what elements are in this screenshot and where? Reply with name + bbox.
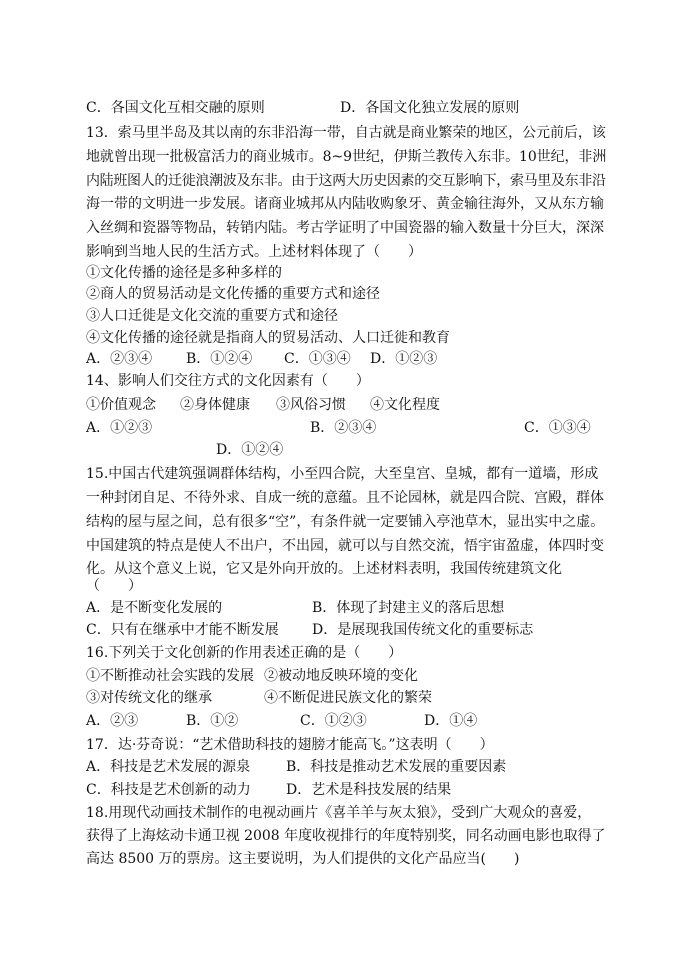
q13-option-d: D．①②③	[370, 351, 438, 367]
q17-option-d: D．艺术是科技发展的结果	[286, 782, 452, 798]
q13-line-1: 13．索马里半岛及其以南的东非沿海一带，自古就是商业繁荣的地区，公元前后，该	[86, 125, 606, 141]
q18-line-1: 18.用现代动画技术制作的电视动画片《喜羊羊与灰太狼》，受到广大观众的喜爱，	[86, 805, 592, 821]
q13-option-a: A．②③④	[86, 351, 153, 367]
q14-option-d: D．①②④	[216, 442, 284, 458]
q14-option-c: C．①③④	[524, 420, 591, 436]
q13-statement-2: ②商人的贸易活动是文化传播的重要方式和途径	[86, 286, 380, 302]
q15-option-a: A．是不断变化发展的	[86, 600, 223, 616]
q13-line-5: 入丝绸和瓷器等物品，转销内陆。考古学证明了中国瓷器的输入数量十分巨大，深深	[86, 220, 604, 236]
q16-option-c: C．①②③	[300, 713, 367, 729]
q13-statement-4: ④文化传播的途径就是指商人的贸易活动、人口迁徙和教育	[86, 330, 450, 346]
q15-line-6: （ ）	[86, 578, 142, 594]
q14-option-a: A．①②③	[86, 420, 153, 436]
q14-statement-3: ③风俗习惯	[276, 397, 346, 413]
q13-option-b: B．①②④	[186, 351, 253, 367]
q14-statement-1: ①价值观念	[86, 397, 156, 413]
q13-line-6: 影响到当地人民的生活方式。上述材料体现了（ ）	[86, 244, 422, 260]
q18-line-3: 高达 8500 万的票房。这主要说明，为人们提供的文化产品应当( )	[86, 851, 520, 867]
q14-statement-4: ④文化程度	[370, 397, 440, 413]
q16-statement-4: ④不断促进民族文化的繁荣	[264, 690, 432, 706]
q16-option-b: B．①②	[186, 713, 239, 729]
q15-line-1: 15.中国古代建筑强调群体结构，小至四合院，大至皇宫、皇城，都有一道墙，形成	[86, 466, 599, 482]
q16-option-a: A．②③	[86, 713, 139, 729]
q18-line-2: 获得了上海炫动卡通卫视 2008 年度收视排行的年度特别奖，同名动画电影也取得了	[86, 828, 606, 844]
q15-line-4: 中国建筑的特点是使人不出户，不出园，就可以与自然交流，悟宇宙盈虚，体四时变	[86, 538, 604, 554]
q16-stem: 16.下列关于文化创新的作用表述正确的是（ ）	[86, 645, 403, 661]
q13-statement-1: ①文化传播的途径是多种多样的	[86, 265, 282, 281]
q17-option-b: B．科技是推动艺术发展的重要因素	[286, 759, 507, 775]
q16-statement-1: ①不断推动社会实践的发展	[86, 668, 254, 684]
q13-statement-3: ③人口迁徙是文化交流的重要方式和途径	[86, 308, 338, 324]
q15-line-5: 化。从这个意义上说，它又是外向开放的。上述材料表明，我国传统建筑文化	[86, 561, 562, 577]
q16-statement-2: ②被动地反映环境的变化	[264, 668, 418, 684]
q16-option-d: D．①④	[424, 713, 478, 729]
q16-statement-3: ③对传统文化的继承	[86, 690, 212, 706]
q17-option-c: C．科技是艺术创新的动力	[86, 782, 251, 798]
q12-option-d: D．各国文化独立发展的原则	[340, 100, 520, 116]
q15-line-3: 结构的屋与屋之间，总有很多“空”，有条件就一定要铺入亭池草木，显出实中之虚。	[86, 514, 605, 530]
q13-line-4: 海一带的文明进一步发展。诸商业城邦从内陆收购象牙、黄金输往海外，又从东方输	[86, 196, 604, 212]
q17-option-a: A．科技是艺术发展的源泉	[86, 759, 251, 775]
q12-option-c: C．各国文化互相交融的原则	[86, 100, 265, 116]
q14-option-b: B．②③④	[310, 420, 377, 436]
q13-line-2: 地就曾出现一批极富活力的商业城市。8~9世纪，伊斯兰教传入东非。10世纪，非洲	[86, 149, 607, 165]
q15-option-d: D．是展现我国传统文化的重要标志	[312, 622, 534, 638]
q14-statement-2: ②身体健康	[180, 397, 250, 413]
q14-stem: 14、影响人们交往方式的文化因素有（ ）	[86, 373, 370, 389]
q13-line-3: 内陆班图人的迁徙浪潮波及东非。由于这两大历史因素的交互影响下，索马里及东非沿	[86, 173, 606, 189]
q13-option-c: C．①③④	[284, 351, 351, 367]
q17-stem: 17．达·芬奇说：“艺术借助科技的翅膀才能高飞。”这表明（ ）	[86, 737, 494, 753]
q15-option-c: C．只有在继承中才能不断发展	[86, 622, 279, 638]
q15-line-2: 一种封闭自足、不待外求、自成一统的意蕴。且不论园林，就是四合院、宫殿，群体	[86, 490, 604, 506]
q15-option-b: B．体现了封建主义的落后思想	[312, 600, 505, 616]
